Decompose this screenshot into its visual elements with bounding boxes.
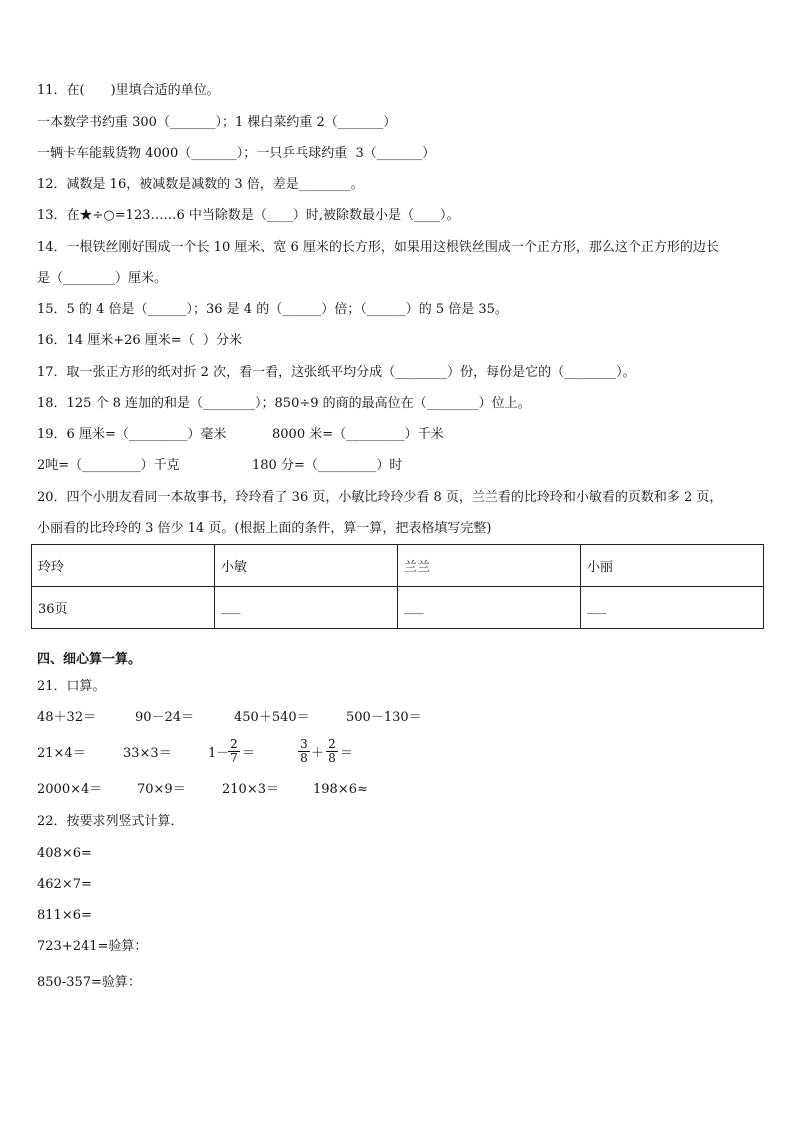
table-cell-blank: ___ (581, 587, 764, 629)
question-21-title: 21．口算。 (37, 679, 106, 694)
q11-line2: 一辆卡车能载货物 4000（_______）；一只乒乓球约重 3（_______） (37, 146, 436, 161)
question-16: 16．14 厘米+26 厘米=（ ）分米 (37, 333, 242, 348)
fraction-denominator: 8 (328, 751, 336, 765)
q11-title: 11．在( )里填合适的单位。 (37, 83, 220, 98)
vertical-calc-5: 850-357=验算： (37, 975, 141, 990)
table-header: 小丽 (581, 545, 764, 587)
table-cell: 36页 (32, 587, 215, 629)
plus-sign: ＋ (311, 746, 325, 761)
question-14-line1: 14．一根铁丝刚好围成一个长 10 厘米、宽 6 厘米的长方形，如果用这根铁丝围成一个正方形，那么这个正方形的边长 (37, 240, 719, 255)
fraction-denominator: 7 (230, 751, 238, 765)
calc-item: 21×4＝ (37, 746, 86, 761)
fraction-denominator: 8 (300, 751, 308, 765)
vertical-calc-3: 811×6= (37, 908, 92, 923)
reading-table (31, 544, 764, 629)
question-22-title: 22．按要求列竖式计算． (37, 814, 184, 829)
question-20-line2: 小丽看的比玲玲的 3 倍少 14 页。(根据上面的条件，算一算，把表格填写完整) (37, 521, 492, 536)
calc-item: 70×9＝ (137, 782, 186, 797)
calc-fraction-prefix: 1－ (208, 746, 230, 761)
q11-line1: 一本数学书约重 300（_______）；1 棵白菜约重 2（_______） (37, 115, 397, 130)
calc-item: 198×6≈ (313, 782, 368, 797)
vertical-calc-1: 408×6= (37, 846, 92, 861)
question-12: 12．减数是 16，被减数是减数的 3 倍，差是________。 (37, 177, 364, 192)
fraction-numerator: 3 (298, 738, 310, 752)
calc-item: 2000×4＝ (37, 782, 103, 797)
fraction-numerator: 2 (326, 738, 338, 752)
calc-item: 500－130＝ (346, 710, 422, 725)
question-19-c: 2吨=（_________）千克 (37, 458, 180, 473)
vertical-calc-4: 723+241=验算： (37, 939, 148, 954)
table-cell-blank: ___ (398, 587, 581, 629)
fraction-2-8 (326, 738, 338, 765)
fraction-numerator: 2 (228, 738, 240, 752)
table-header: 玲玲 (32, 545, 215, 587)
fraction-2-7 (228, 738, 240, 765)
calc-item: 90－24＝ (135, 710, 195, 725)
question-18: 18．125 个 8 连加的和是（________）；850÷9 的商的最高位在（________）位上。 (37, 396, 531, 411)
equals-sign: ＝ (242, 746, 256, 761)
calc-item: 33×3＝ (123, 746, 172, 761)
question-19-d: 180 分=（_________）时 (252, 458, 403, 473)
question-13: 13．在★÷○=123……6 中当除数是（____）时,被除数最小是（____）。 (37, 208, 460, 223)
question-15: 15．5 的 4 倍是（______）；36 是 4 的（______）倍；（______）的 5 倍是 35。 (37, 302, 508, 317)
calc-item: 450＋540＝ (234, 710, 310, 725)
calc-item: 48＋32＝ (37, 710, 97, 725)
question-19-b: 8000 米=（_________）千米 (272, 427, 444, 442)
section-4-title: 四、细心算一算。 (37, 652, 142, 667)
table-header: 兰兰 (398, 545, 581, 587)
vertical-calc-2: 462×7= (37, 877, 92, 892)
question-14-line2: 是（________）厘米。 (37, 271, 168, 286)
calc-item: 210×3＝ (222, 782, 279, 797)
table-row (32, 587, 764, 629)
question-19-a: 19．6 厘米=（_________）毫米 (37, 427, 227, 442)
table-header: 小敏 (215, 545, 398, 587)
equals-sign: ＝ (340, 746, 354, 761)
table-cell-blank: ___ (215, 587, 398, 629)
question-17: 17．取一张正方形的纸对折 2 次，看一看，这张纸平均分成（________）份，每份是它的（________）。 (37, 365, 636, 380)
question-20-line1: 20．四个小朋友看同一本故事书，玲玲看了 36 页，小敏比玲玲少看 8 页，兰兰看的比玲玲和小敏看的页数和多 2 页， (37, 490, 723, 505)
table-header-row (32, 545, 764, 587)
fraction-3-8 (298, 738, 310, 765)
